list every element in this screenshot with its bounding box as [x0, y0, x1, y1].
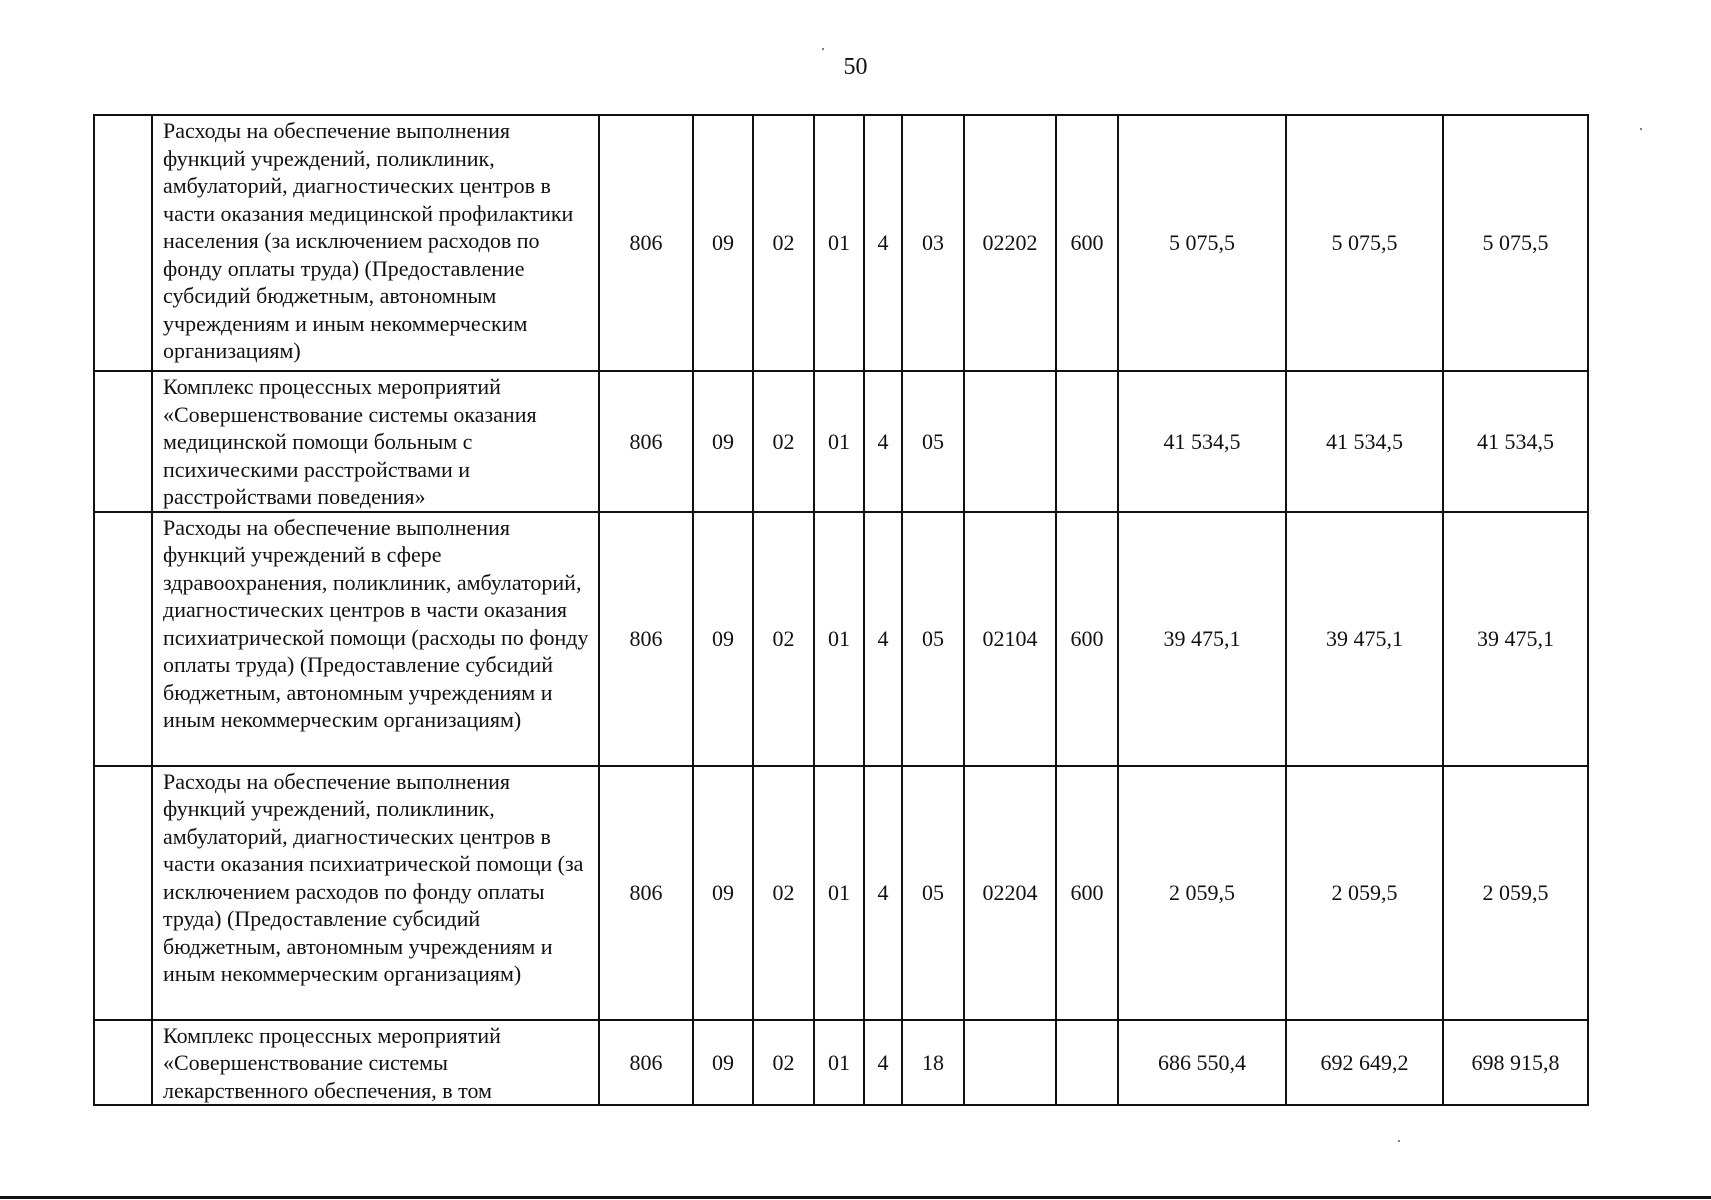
amount-cell: 5 075,5	[1286, 115, 1443, 371]
item-name-cell: Расходы на обеспечение выполнения функций учреждений, поликлиник, амбулаторий, диагностических центров в части оказания психиатрической помощи (за исключением расходов по фонду оплаты труда) (Предоставление субсидий бюджетным, автономным учреждениям и иным некоммерческим организациям)	[152, 766, 599, 1020]
table-row	[94, 1020, 1588, 1106]
table-row	[94, 766, 1588, 1020]
code-cell: 4	[864, 766, 902, 1020]
code-cell: 02	[753, 766, 814, 1020]
code-cell: 4	[864, 115, 902, 371]
code-cell	[964, 371, 1056, 512]
scan-speck	[1398, 1140, 1400, 1142]
code-cell: 02202	[964, 115, 1056, 371]
amount-cell: 5 075,5	[1118, 115, 1286, 371]
code-cell: 806	[599, 766, 693, 1020]
code-cell: 4	[864, 371, 902, 512]
amount-cell: 2 059,5	[1118, 766, 1286, 1020]
code-cell: 02	[753, 115, 814, 371]
row-number-cell	[94, 766, 152, 1020]
code-cell: 01	[814, 1020, 864, 1106]
budget-table	[93, 114, 1589, 1106]
page-number: 50	[843, 54, 868, 80]
code-cell: 03	[902, 115, 964, 371]
code-cell: 4	[864, 512, 902, 766]
code-cell	[1056, 1020, 1118, 1106]
code-cell: 01	[814, 766, 864, 1020]
item-name-cell: Комплекс процессных мероприятий «Совершенствование системы лекарственного обеспечения, в том	[152, 1020, 599, 1106]
code-cell: 01	[814, 512, 864, 766]
amount-cell: 41 534,5	[1443, 371, 1588, 512]
amount-cell: 5 075,5	[1443, 115, 1588, 371]
code-cell: 02	[753, 371, 814, 512]
table-row	[94, 512, 1588, 766]
code-cell: 4	[864, 1020, 902, 1106]
code-cell: 806	[599, 115, 693, 371]
table-row	[94, 115, 1588, 371]
code-cell: 05	[902, 512, 964, 766]
code-cell: 09	[693, 371, 753, 512]
amount-cell: 41 534,5	[1286, 371, 1443, 512]
code-cell	[1056, 371, 1118, 512]
code-cell: 09	[693, 1020, 753, 1106]
scan-bottom-rule	[0, 1196, 1711, 1199]
code-cell: 01	[814, 371, 864, 512]
amount-cell: 39 475,1	[1443, 512, 1588, 766]
code-cell: 01	[814, 115, 864, 371]
amount-cell: 39 475,1	[1286, 512, 1443, 766]
amount-cell: 2 059,5	[1286, 766, 1443, 1020]
scan-speck	[822, 48, 824, 50]
code-cell: 09	[693, 766, 753, 1020]
code-cell: 600	[1056, 512, 1118, 766]
code-cell: 600	[1056, 766, 1118, 1020]
code-cell	[964, 1020, 1056, 1106]
row-number-cell	[94, 371, 152, 512]
row-number-cell	[94, 1020, 152, 1106]
amount-cell: 686 550,4	[1118, 1020, 1286, 1106]
code-cell: 02204	[964, 766, 1056, 1020]
code-cell: 806	[599, 512, 693, 766]
code-cell: 05	[902, 371, 964, 512]
code-cell: 600	[1056, 115, 1118, 371]
amount-cell: 2 059,5	[1443, 766, 1588, 1020]
code-cell: 02104	[964, 512, 1056, 766]
table-row	[94, 371, 1588, 512]
amount-cell: 692 649,2	[1286, 1020, 1443, 1106]
amount-cell: 41 534,5	[1118, 371, 1286, 512]
code-cell: 02	[753, 512, 814, 766]
code-cell: 09	[693, 512, 753, 766]
code-cell: 806	[599, 371, 693, 512]
row-number-cell	[94, 512, 152, 766]
code-cell: 806	[599, 1020, 693, 1106]
code-cell: 05	[902, 766, 964, 1020]
code-cell: 18	[902, 1020, 964, 1106]
amount-cell: 39 475,1	[1118, 512, 1286, 766]
scan-speck	[1640, 128, 1642, 130]
code-cell: 09	[693, 115, 753, 371]
item-name-cell: Расходы на обеспечение выполнения функций учреждений, поликлиник, амбулаторий, диагностических центров в части оказания медицинской профилактики населения (за исключением расходов по фонду оплаты труда) (Предоставление субсидий бюджетным, автономным учреждениям и иным некоммерческим организациям)	[152, 115, 599, 371]
amount-cell: 698 915,8	[1443, 1020, 1588, 1106]
item-name-cell: Комплекс процессных мероприятий «Совершенствование системы оказания медицинской помощи больным с психическими расстройствами и расстройствами поведения»	[152, 371, 599, 512]
row-number-cell	[94, 115, 152, 371]
code-cell: 02	[753, 1020, 814, 1106]
item-name-cell: Расходы на обеспечение выполнения функций учреждений в сфере здравоохранения, поликлиник, амбулаторий, диагностических центров в части оказания психиатрической помощи (расходы по фонду оплаты труда) (Предоставление субсидий бюджетным, автономным учреждениям и иным некоммерческим организациям)	[152, 512, 599, 766]
